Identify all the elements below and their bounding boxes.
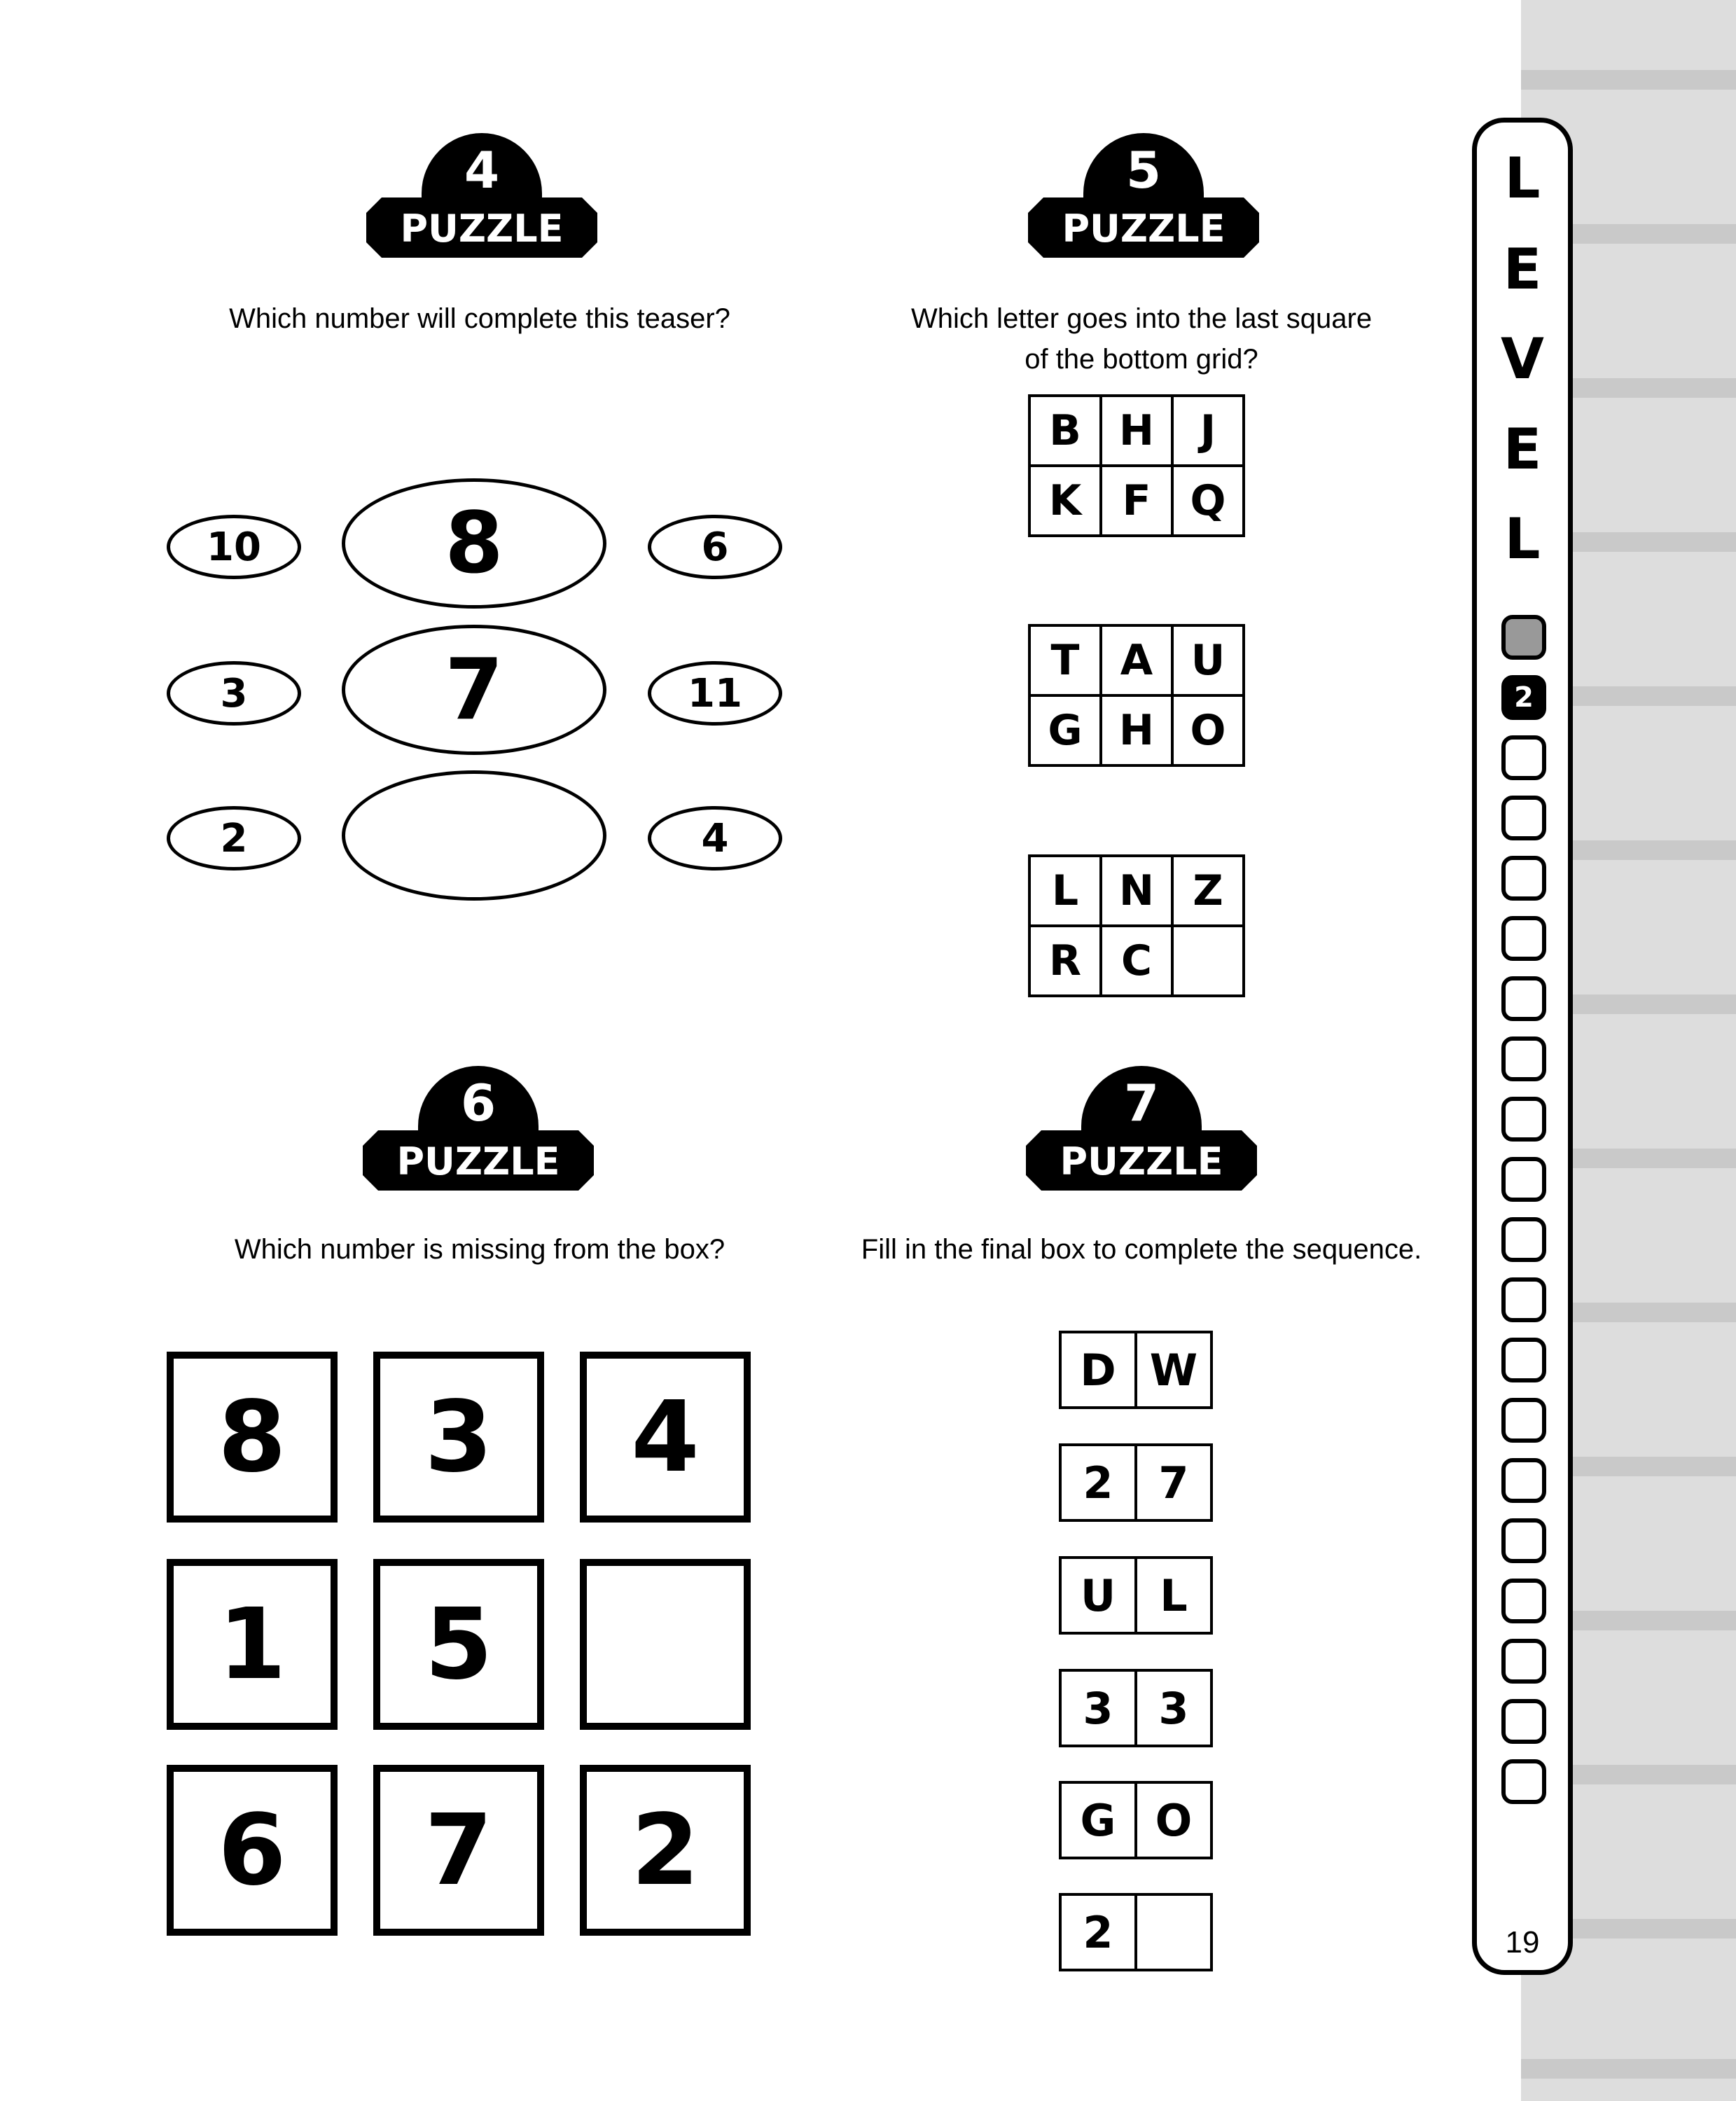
level-box: [1501, 1097, 1546, 1142]
grid-cell: C: [1101, 926, 1172, 996]
number-box: 3: [373, 1352, 544, 1523]
level-box: [1501, 976, 1546, 1021]
grid-cell: A: [1101, 625, 1172, 695]
pair-cell: L: [1136, 1558, 1211, 1633]
oval-center: 7: [342, 625, 606, 755]
grid-cell: F: [1101, 466, 1172, 536]
sequence-pair: [1059, 1893, 1213, 1971]
level-box: [1501, 1277, 1546, 1322]
grid-cell: K: [1029, 466, 1101, 536]
pair-cell: G: [1060, 1782, 1136, 1858]
pair-cell: 7: [1136, 1445, 1211, 1520]
grid-cell: T: [1029, 625, 1101, 695]
puzzle-5-question: [861, 298, 1422, 380]
grid-cell: N: [1101, 856, 1172, 926]
level-box: [1501, 1639, 1546, 1684]
oval-center: 8: [342, 478, 606, 609]
pair-cell: D: [1060, 1332, 1136, 1408]
level-letter: L: [1504, 146, 1541, 211]
letter-grid-2: [1028, 624, 1245, 767]
grid-cell: H: [1101, 695, 1172, 765]
grid-cell: J: [1172, 396, 1244, 466]
sequence-pair: [1059, 1669, 1213, 1747]
puzzle-6-question: Which number is missing from the box?: [234, 1234, 725, 1265]
puzzle-label: PUZZLE: [1062, 207, 1225, 251]
puzzle-7-question: Fill in the final box to complete the sequence.: [861, 1234, 1422, 1265]
pair-cell-answer[interactable]: [1136, 1894, 1211, 1970]
level-letter: E: [1503, 237, 1542, 302]
number-box: 5: [373, 1559, 544, 1730]
oval-left: 3: [167, 661, 301, 726]
oval-right: 6: [648, 515, 782, 579]
grid-cell: B: [1029, 396, 1101, 466]
number-box: 7: [373, 1765, 544, 1936]
sequence-pair: [1059, 1556, 1213, 1635]
puzzle-number: 7: [1123, 1074, 1160, 1132]
pair-cell: 3: [1136, 1670, 1211, 1746]
grid-cell: L: [1029, 856, 1101, 926]
grid-cell-answer[interactable]: [1172, 926, 1244, 996]
sequence-pair: [1059, 1443, 1213, 1522]
grid-cell: U: [1172, 625, 1244, 695]
question-line: Which letter goes into the last square: [910, 303, 1373, 334]
oval-left: 10: [167, 515, 301, 579]
letter-grid-3: [1028, 854, 1245, 997]
level-letter: V: [1501, 326, 1544, 391]
level-box: [1501, 796, 1546, 840]
pair-cell: 2: [1060, 1894, 1136, 1970]
question-line: of the bottom grid?: [1025, 344, 1258, 375]
level-box: [1501, 1036, 1546, 1081]
grid-cell: Z: [1172, 856, 1244, 926]
puzzle-7-badge: [1026, 1066, 1257, 1199]
level-box-completed: [1501, 615, 1546, 660]
sequence-pair: [1059, 1781, 1213, 1859]
grid-cell: G: [1029, 695, 1101, 765]
puzzle-label: PUZZLE: [1060, 1139, 1223, 1184]
page-number: 19: [1505, 1925, 1540, 1960]
oval-center-answer[interactable]: [342, 770, 606, 901]
pair-cell: O: [1136, 1782, 1211, 1858]
level-box: [1501, 1518, 1546, 1563]
puzzle-5-badge: [1028, 133, 1259, 266]
pair-cell: W: [1136, 1332, 1211, 1408]
level-box: [1501, 735, 1546, 780]
puzzle-label: PUZZLE: [400, 207, 564, 251]
puzzle-label: PUZZLE: [396, 1139, 560, 1184]
oval-right: 4: [648, 806, 782, 871]
puzzle-6-badge: [363, 1066, 594, 1199]
grid-cell: H: [1101, 396, 1172, 466]
puzzle-number: 5: [1125, 141, 1162, 200]
oval-left: 2: [167, 806, 301, 871]
level-box: [1501, 856, 1546, 901]
number-box-answer[interactable]: [580, 1559, 751, 1730]
level-box: [1501, 1217, 1546, 1262]
level-box: [1501, 1759, 1546, 1804]
number-box: 2: [580, 1765, 751, 1936]
puzzle-4-question: Which number will complete this teaser?: [229, 303, 730, 334]
grid-cell: O: [1172, 695, 1244, 765]
oval-right: 11: [648, 661, 782, 726]
number-box: 1: [167, 1559, 338, 1730]
pair-cell: U: [1060, 1558, 1136, 1633]
grid-cell: R: [1029, 926, 1101, 996]
grid-cell: Q: [1172, 466, 1244, 536]
pair-cell: 2: [1060, 1445, 1136, 1520]
sequence-pair: [1059, 1331, 1213, 1409]
level-box: [1501, 1579, 1546, 1623]
level-box: [1501, 1398, 1546, 1443]
level-letter: L: [1504, 506, 1541, 571]
level-box: [1501, 1458, 1546, 1503]
level-box-current: 2: [1501, 675, 1546, 720]
level-box: [1501, 1699, 1546, 1744]
number-box: 4: [580, 1352, 751, 1523]
pair-cell: 3: [1060, 1670, 1136, 1746]
puzzle-number: 4: [464, 141, 500, 200]
puzzle-number: 6: [460, 1074, 497, 1132]
level-letter: E: [1503, 417, 1542, 482]
letter-grid-1: [1028, 394, 1245, 537]
puzzle-4-badge: [366, 133, 597, 266]
level-box: [1501, 1338, 1546, 1382]
number-box: 6: [167, 1765, 338, 1936]
number-box: 8: [167, 1352, 338, 1523]
level-box: [1501, 916, 1546, 961]
level-box: [1501, 1157, 1546, 1202]
